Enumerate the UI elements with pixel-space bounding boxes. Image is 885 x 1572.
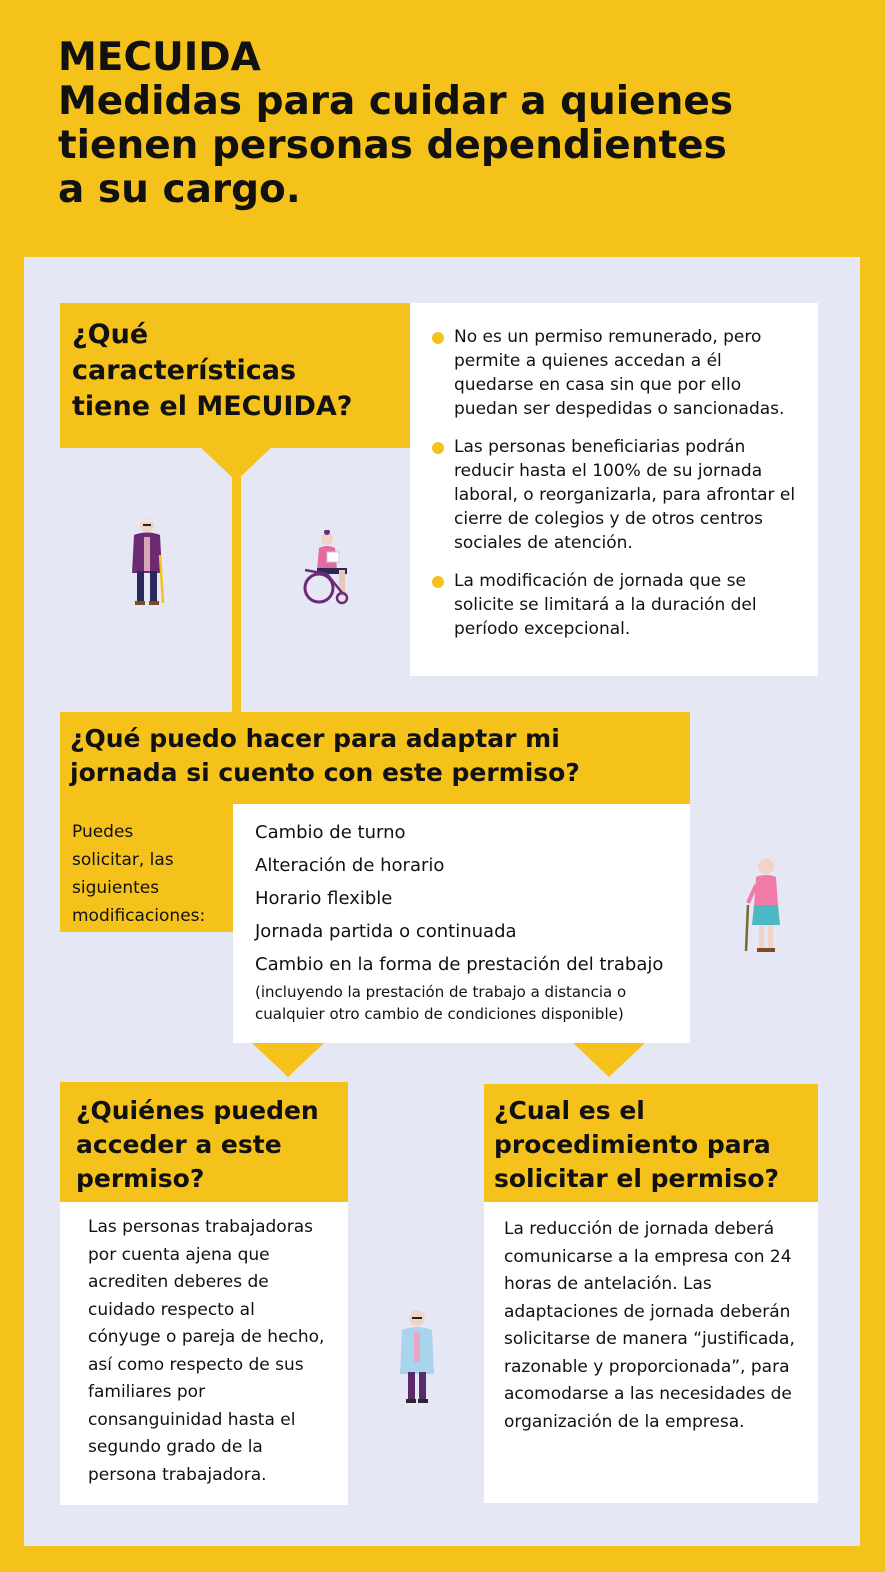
option-item: Cambio de turno (255, 822, 406, 843)
option-item: Cambio en la forma de prestación del trabajo (255, 954, 664, 975)
bullet-dot-icon (432, 576, 444, 588)
elderly-person-standing-icon (392, 1308, 442, 1410)
characteristics-heading-box (60, 303, 410, 448)
title-line: a su cargo. (58, 167, 301, 212)
pointer-triangle (200, 447, 272, 481)
procedure-card (484, 1202, 818, 1503)
option-item: Alteración de horario (255, 855, 445, 876)
pointer-triangle (252, 1043, 324, 1077)
characteristics-list (432, 325, 804, 641)
characteristics-card (410, 303, 818, 676)
bullet-dot-icon (432, 442, 444, 454)
who-heading-line: permiso? (76, 1164, 205, 1193)
who-heading-box (60, 1082, 348, 1202)
characteristics-heading-line: tiene el MECUIDA? (72, 391, 353, 422)
bullet-dot-icon (432, 332, 444, 344)
procedure-heading-line: procedimiento para (494, 1130, 771, 1159)
elderly-man-with-cane-icon (122, 515, 172, 610)
adapt-options-card (233, 804, 690, 1043)
adapt-intro-line: siguientes (72, 878, 160, 898)
list-item (432, 569, 804, 641)
pointer-triangle (573, 1043, 645, 1077)
procedure-heading-line: solicitar el permiso? (494, 1164, 780, 1193)
option-item: Jornada partida o continuada (255, 921, 517, 942)
who-card (60, 1202, 348, 1505)
adapt-intro-line: modificaciones: (72, 906, 206, 926)
page-title (58, 36, 818, 212)
adapt-intro-box (60, 804, 233, 932)
characteristics-heading-line: ¿Qué (72, 319, 149, 350)
procedure-heading-box (484, 1084, 818, 1202)
adapt-heading-line: jornada si cuento con este permiso? (70, 758, 580, 787)
adapt-intro-line: solicitar, las (72, 850, 174, 870)
list-item-text: La modificación de jornada que se solicite se limitará a la duración del período excepcional. (454, 571, 757, 639)
who-heading-line: acceder a este (76, 1130, 282, 1159)
list-item-text: Las personas beneficiarias podrán reducir hasta el 100% de su jornada laboral, o reorganizarla, para afrontar el cierre de colegios y de otros centros sociales de atención. (454, 437, 796, 553)
who-heading-line: ¿Quiénes pueden (76, 1096, 319, 1125)
elderly-woman-with-cane-icon (742, 855, 787, 957)
list-item-text: No es un permiso remunerado, pero permite a quienes accedan a él quedarse en casa sin que por ello puedan ser despedidas o sancionadas. (454, 327, 785, 419)
title-line: tienen personas dependientes (58, 123, 727, 168)
connector-line (232, 440, 241, 720)
woman-in-wheelchair-icon (297, 530, 357, 605)
adapt-heading-box (60, 712, 690, 804)
option-note: (incluyendo la prestación de trabajo a distancia o cualquier otro cambio de condiciones disponible) (255, 983, 627, 1023)
title-line: Medidas para cuidar a quienes (58, 79, 734, 124)
adapt-intro-line: Puedes (72, 822, 134, 842)
adapt-heading-line: ¿Qué puedo hacer para adaptar mi (70, 724, 560, 753)
list-item (432, 325, 804, 421)
title-line: MECUIDA (58, 35, 261, 80)
option-item: Horario flexible (255, 888, 393, 909)
list-item (432, 435, 804, 555)
who-body: Las personas trabajadoras por cuenta ajena que acrediten deberes de cuidado respecto al cónyuge o pareja de hecho, así como respecto de sus familiares por consanguinidad hasta el segundo grado de la persona trabajadora. (88, 1217, 325, 1485)
procedure-heading-line: ¿Cual es el (494, 1096, 645, 1125)
characteristics-heading-line: características (72, 355, 297, 386)
procedure-body: La reducción de jornada deberá comunicarse a la empresa con 24 horas de antelación. Las adaptaciones de jornada deberán solicitarse de manera “justificada, razonable y proporcionada”, para acomodarse a las necesidades de organización de la empresa. (504, 1219, 795, 1432)
